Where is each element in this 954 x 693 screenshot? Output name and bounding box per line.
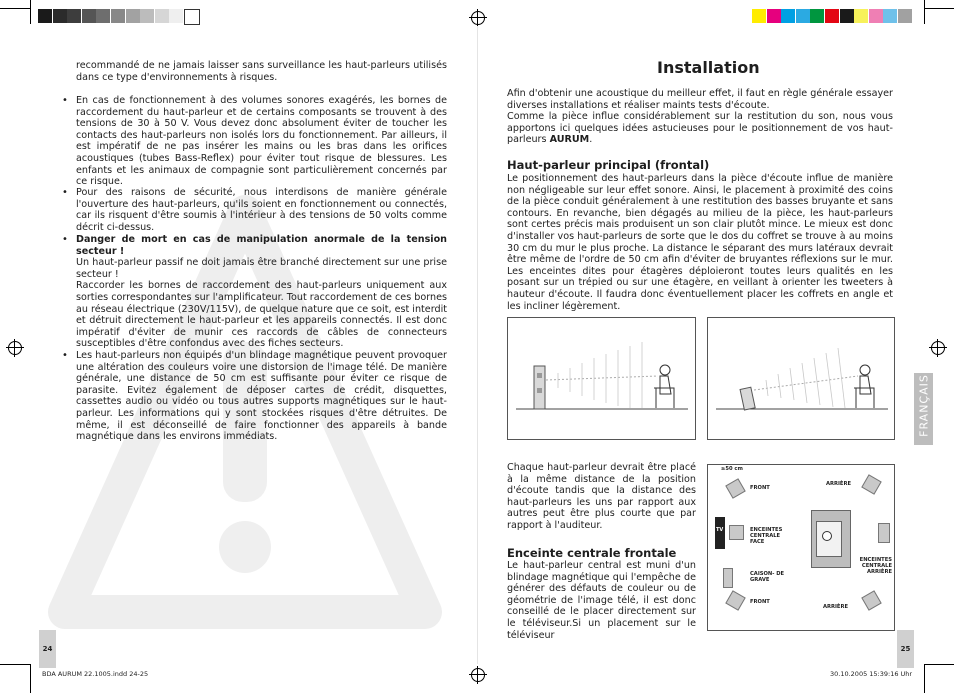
surround-layout-diagram bbox=[707, 464, 895, 631]
rear-center-label: ENCEINTES CENTRALE ARRIÈRE bbox=[859, 557, 892, 575]
installation-intro bbox=[507, 88, 893, 146]
bullet-icon: • bbox=[62, 95, 68, 106]
placement-figure-angled bbox=[707, 317, 895, 440]
crop-mark bbox=[924, 664, 925, 693]
subwoofer-label: CAISON- DE GRAVE bbox=[750, 571, 785, 583]
main-speaker-text: Le positionnement des haut-parleurs dans la pièce d'écoute influe de manière non négligeable sur leur effet sonore. Ainsi, le placement à proximité des coins de la pièce conduit généralement à une restitution des basses bruyante et sans contours. En revanche, bien dégagés au milieu de la pièce, les haut-parleurs sont certes précis mais produisent un son clair plutôt mince. Le mieux est donc d'installer vos haut-parleurs de sorte que le dos du coffret se trouve à au moins 30 cm du mur le plus proche. La distance le séparant des murs latéraux devrait être même de l'ordre de 50 cm afin d'éviter de bruyantes réflexions sur le mur. Les enceintes dites pour étagères déploieront toutes leurs qualités en les posant sur un trépied ou sur une étagère, en veillant à orienter les tweeters à hauteur d'écoute. Il faudra donc éventuellement placer les coffrets en angle et les incliner légèrement. bbox=[507, 173, 893, 312]
bullet-icon: • bbox=[62, 234, 68, 245]
brand-name: AURUM bbox=[549, 134, 590, 146]
center-speaker-icon bbox=[729, 525, 744, 540]
registration-mark-icon bbox=[8, 341, 22, 355]
placement-figure-front bbox=[507, 317, 696, 440]
bullet-high-volume: En cas de fonctionnement à des volumes sonores exagérés, les bornes de raccordement du haut-parleur et de certains composants se trouvent à des tensions de 30 à 50 V. Vous devez donc absolument éviter de toucher les contacts des haut-parleurs non isolés lors du fonctionnement. Par ailleurs, il est impératif de ne pas insérer les mains ou les bras dans les orifices acoustiques (tubes Bass-Reflex) pour éviter tout risque de blessures. Les enfants et les animaux de compagnie sont particulièrement concernés par ce risque. bbox=[76, 95, 447, 188]
mains-warning-p2: Raccorder les bornes de raccordement des haut-parleurs uniquement aux sorties correspondantes sur l'amplificateur. Tout raccordement de ces bornes au réseau électrique (230V/115V), de quelque nature que ce soit, est interdit et détruit directement le haut-parleur et les appareils connectés. Il est donc impératif d'éviter de munir ces raccords de câbles de connecteurs susceptibles d'être confondus avec des fiches secteurs. bbox=[76, 280, 447, 350]
page-title: Installation bbox=[657, 58, 760, 77]
intro-sentence-2-end: . bbox=[589, 134, 593, 146]
color-swatch bbox=[752, 9, 766, 23]
footer-date-info: 30.10.2005 15:39:16 Uhr bbox=[830, 670, 913, 678]
color-swatch bbox=[796, 9, 810, 23]
language-side-tab bbox=[914, 373, 933, 445]
rear-center-speaker-icon bbox=[878, 523, 890, 543]
center-speaker-text: Le haut-parleur central est muni d'un blindage magnétique qui l'empêche de générer des défauts de couleur ou de géométrie de l'image télé, il est donc conseillé de le placer directement sur le téléviseur.Si un placement sur le téléviseur bbox=[507, 560, 696, 641]
crop-mark bbox=[924, 0, 925, 24]
front-right-speaker-icon bbox=[725, 590, 745, 610]
gray-swatch bbox=[38, 9, 52, 23]
gray-swatch bbox=[53, 9, 67, 23]
rear-right-speaker-icon bbox=[861, 590, 881, 610]
crop-mark bbox=[924, 8, 954, 9]
intro-sentence-2 bbox=[507, 111, 893, 146]
gray-swatch bbox=[140, 9, 154, 23]
section-heading-main: Haut-parleur principal (frontal) bbox=[507, 158, 710, 172]
tv-label: TV bbox=[716, 527, 724, 533]
gray-swatch bbox=[111, 9, 125, 23]
mains-warning-title: Danger de mort en cas de manipulation anormale de la tension secteur ! bbox=[76, 234, 447, 257]
gray-swatch bbox=[82, 9, 96, 23]
page-gutter bbox=[477, 26, 478, 664]
intro-sentence-1: Afin d'obtenir une acoustique du meilleur effet, il faut en règle générale essayer diverses installations et réaliser maints tests d'écoute. bbox=[507, 88, 893, 111]
color-swatch bbox=[840, 9, 854, 23]
intro-sentence-2-text: Comme la pièce influe considérablement sur la restitution du son, nous vous apportons ici quelques idées astucieuses pour le positionnement de vos haut-parleurs bbox=[507, 111, 893, 146]
distance-paragraph: Chaque haut-parleur devrait être placé à la même distance de la position d'écoute tandis que la distance des haut-parleurs les uns par rapport aux autres peut être plus courte que par rapport à l'auditeur. bbox=[507, 462, 696, 531]
color-swatch bbox=[781, 9, 795, 23]
subwoofer-icon bbox=[723, 568, 733, 588]
gray-swatch bbox=[155, 9, 169, 23]
crop-mark bbox=[0, 664, 30, 665]
color-swatch bbox=[767, 9, 781, 23]
bullet-magnetic-shielding: Les haut-parleurs non équipés d'un blindage magnétique peuvent provoquer une altération des couleurs voire une distorsion de l'image télé. De manière générale, une distance de 50 cm est suffisante pour éviter ce risque de parasite. Evitez également de déposer cartes de crédit, disquettes, cassettes audio ou vidéo ou tous autres supports magnétiques sur le haut-parleur. Les informations qui y sont stockées risques d'être détruites. De même, il est déconseillé de faire fonctionner des appareils à bande magnétique dans les environs immédiats. bbox=[76, 350, 447, 443]
color-swatch bbox=[898, 9, 912, 23]
distance-label: ≥50 cm bbox=[721, 466, 743, 472]
language-label: FRANÇAIS bbox=[917, 374, 931, 437]
gray-swatch bbox=[126, 9, 140, 23]
registration-mark-icon bbox=[931, 341, 945, 355]
registration-mark-icon bbox=[471, 11, 485, 25]
mains-warning-p1: Un haut-parleur passif ne doit jamais être branché directement sur une prise secteur ! bbox=[76, 257, 447, 280]
color-swatch bbox=[869, 9, 883, 23]
bullet-mains-warning bbox=[76, 234, 447, 350]
bullet-icon: • bbox=[62, 187, 68, 198]
front-left-speaker-icon bbox=[725, 478, 745, 498]
tv-icon bbox=[715, 517, 725, 549]
rear-label-top: ARRIÈRE bbox=[826, 481, 852, 487]
bullet-no-opening: Pour des raisons de sécurité, nous interdisons de manière générale l'ouverture des haut-parleurs, qu'ils soient en fonctionnement ou connectés, car ils risquent d'être soumis à l'intérieur à des tensions de 50 volts comme décrit ci-dessus. bbox=[76, 187, 447, 233]
rear-label-bottom: ARRIÈRE bbox=[823, 604, 849, 610]
gray-swatch bbox=[96, 9, 110, 23]
center-front-label: ENCEINTES CENTRALE FACE bbox=[750, 527, 783, 545]
front-label-bottom: FRONT bbox=[750, 599, 770, 605]
bullet-icon: • bbox=[62, 350, 68, 361]
footer-file-info: BDA AURUM 22.1005.indd 24-25 bbox=[42, 670, 149, 678]
crop-mark bbox=[30, 664, 31, 693]
crop-mark bbox=[924, 664, 954, 665]
registration-mark-icon bbox=[471, 668, 485, 682]
color-swatch bbox=[854, 9, 868, 23]
color-swatch bbox=[883, 9, 897, 23]
page-number-left: 24 bbox=[39, 630, 56, 668]
gray-swatch bbox=[184, 9, 200, 25]
crop-mark bbox=[0, 8, 30, 9]
crop-mark bbox=[30, 0, 31, 24]
section-heading-center: Enceinte centrale frontale bbox=[507, 546, 677, 560]
color-swatch bbox=[810, 9, 824, 23]
color-swatch bbox=[825, 9, 839, 23]
rear-left-speaker-icon bbox=[861, 474, 881, 494]
angled-placement-illustration bbox=[708, 318, 894, 439]
gray-swatch bbox=[169, 9, 183, 23]
listening-position-illustration bbox=[508, 318, 695, 439]
intro-paragraph: recommandé de ne jamais laisser sans surveillance les haut-parleurs utilisés dans ce type d'environnements à risques. bbox=[76, 60, 447, 83]
front-label-top: FRONT bbox=[750, 485, 770, 491]
page-number-right: 25 bbox=[897, 630, 914, 668]
listener-head-icon bbox=[822, 531, 832, 541]
gray-swatch bbox=[67, 9, 81, 23]
